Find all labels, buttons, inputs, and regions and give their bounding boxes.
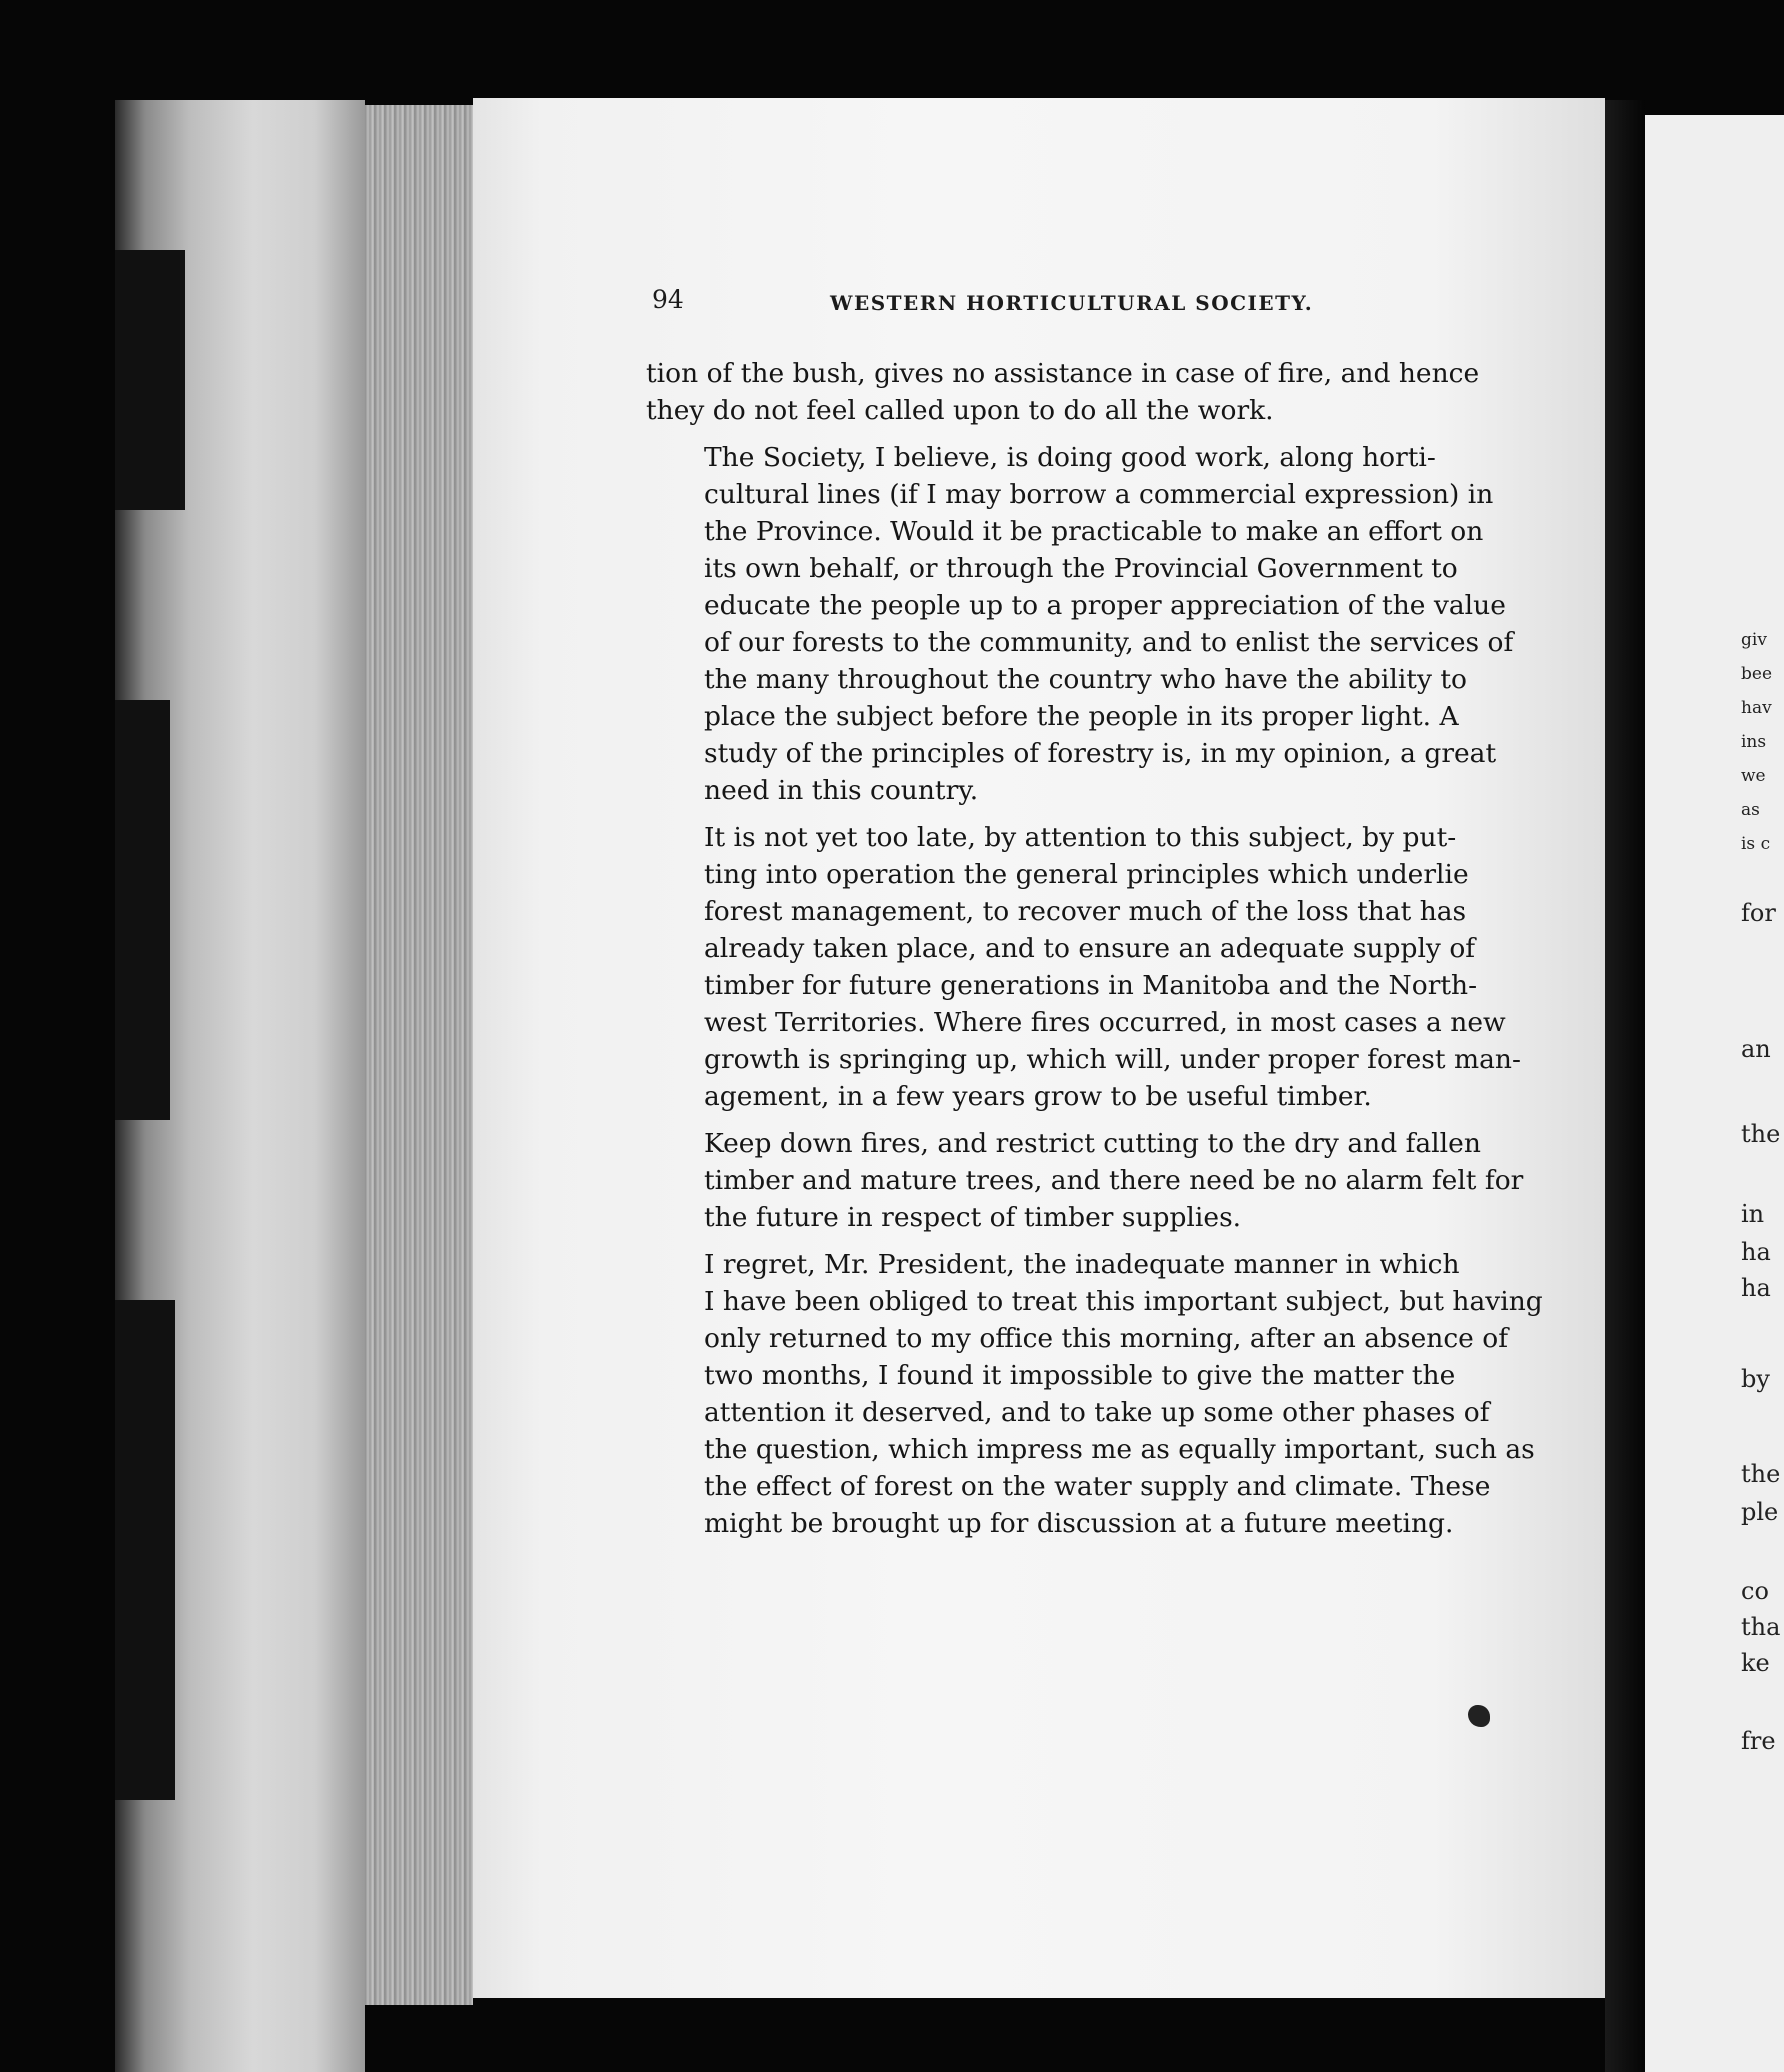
paragraph [646, 819, 1521, 1115]
facing-page-fragment: ins [1741, 732, 1767, 752]
facing-page [1645, 115, 1784, 2072]
facing-page-fragment: ple [1741, 1498, 1779, 1526]
text-line: cultural lines (if I may borrow a commercial expression) in [704, 479, 1494, 510]
facing-page-fragment: in [1741, 1200, 1765, 1228]
text-line: place the subject before the people in its proper light. A [704, 701, 1459, 732]
left-cover-edge [115, 100, 365, 2072]
facing-page-fragment: for [1741, 899, 1776, 927]
text-line: I regret, Mr. President, the inadequate manner in which [704, 1249, 1460, 1280]
text-line: tion of the bush, gives no assistance in case of fire, and hence [646, 358, 1480, 389]
facing-page-fragment: an [1741, 1035, 1771, 1063]
text-line: timber and mature trees, and there need be no alarm felt for [704, 1165, 1524, 1196]
book-gutter [1605, 100, 1645, 2072]
text-line: might be brought up for discussion at a future meeting. [704, 1508, 1454, 1539]
facing-page-fragment: by [1741, 1365, 1770, 1393]
text-line: the future in respect of timber supplies. [704, 1202, 1242, 1233]
page-header [652, 285, 1328, 325]
running-head: WESTERN HORTICULTURAL SOCIETY. [830, 291, 1314, 315]
printer-ornament-mark [1468, 1705, 1490, 1727]
body-text [646, 355, 1543, 1552]
text-line: already taken place, and to ensure an adequate supply of [704, 933, 1476, 964]
text-line: the Province. Would it be practicable to make an effort on [704, 516, 1484, 547]
paragraph [646, 355, 1504, 429]
facing-page-fragment: is c [1741, 834, 1771, 854]
text-line: agement, in a few years grow to be useful timber. [704, 1081, 1372, 1112]
text-line: educate the people up to a proper appreciation of the value [704, 590, 1506, 621]
text-line: two months, I found it impossible to give the matter the [704, 1360, 1456, 1391]
text-line: ting into operation the general principles which underlie [704, 859, 1469, 890]
facing-page-fragment: the [1741, 1460, 1781, 1488]
facing-page-fragment: the [1741, 1120, 1781, 1148]
facing-page-fragment: bee [1741, 664, 1773, 684]
page-number: 94 [652, 285, 684, 314]
paragraph [646, 1246, 1543, 1542]
text-line: forest management, to recover much of the loss that has [704, 896, 1467, 927]
text-line: its own behalf, or through the Provincial Government to [704, 553, 1458, 584]
facing-page-fragment: ha [1741, 1274, 1771, 1302]
text-line: the effect of forest on the water supply and climate. These [704, 1471, 1491, 1502]
text-line: west Territories. Where fires occurred, in most cases a new [704, 1007, 1506, 1038]
paragraph [646, 1125, 1524, 1236]
text-line: growth is springing up, which will, under proper forest man- [704, 1044, 1521, 1075]
cover-tear [115, 250, 185, 510]
text-line: they do not feel called upon to do all the work. [646, 395, 1274, 426]
text-line: attention it deserved, and to take up some other phases of [704, 1397, 1490, 1428]
facing-page-fragment: ke [1741, 1649, 1770, 1677]
text-line: timber for future generations in Manitoba and the North- [704, 970, 1478, 1001]
text-line: It is not yet too late, by attention to this subject, by put- [704, 822, 1457, 853]
facing-page-fragment: ha [1741, 1238, 1771, 1266]
facing-page-fragment: we [1741, 766, 1766, 786]
facing-page-fragment: hav [1741, 698, 1772, 718]
text-line: Keep down fires, and restrict cutting to the dry and fallen [704, 1128, 1481, 1159]
text-line: need in this country. [704, 775, 979, 806]
text-line: only returned to my office this morning, after an absence of [704, 1323, 1509, 1354]
facing-page-fragment: giv [1741, 630, 1767, 650]
text-line: The Society, I believe, is doing good work, along horti- [704, 442, 1436, 473]
cover-tear [115, 700, 170, 1120]
text-line: of our forests to the community, and to enlist the services of [704, 627, 1514, 658]
text-line: the question, which impress me as equally important, such as [704, 1434, 1535, 1465]
facing-page-fragment: fre [1741, 1727, 1776, 1755]
paragraph [646, 439, 1514, 809]
facing-page-fragment: tha [1741, 1613, 1781, 1641]
text-line: I have been obliged to treat this important subject, but having [704, 1286, 1543, 1317]
text-line: study of the principles of forestry is, in my opinion, a great [704, 738, 1497, 769]
facing-page-fragment: co [1741, 1577, 1769, 1605]
text-line: the many throughout the country who have the ability to [704, 664, 1467, 695]
facing-page-fragment: as [1741, 800, 1760, 820]
stacked-page-edges [365, 105, 473, 2005]
cover-tear [115, 1300, 175, 1800]
